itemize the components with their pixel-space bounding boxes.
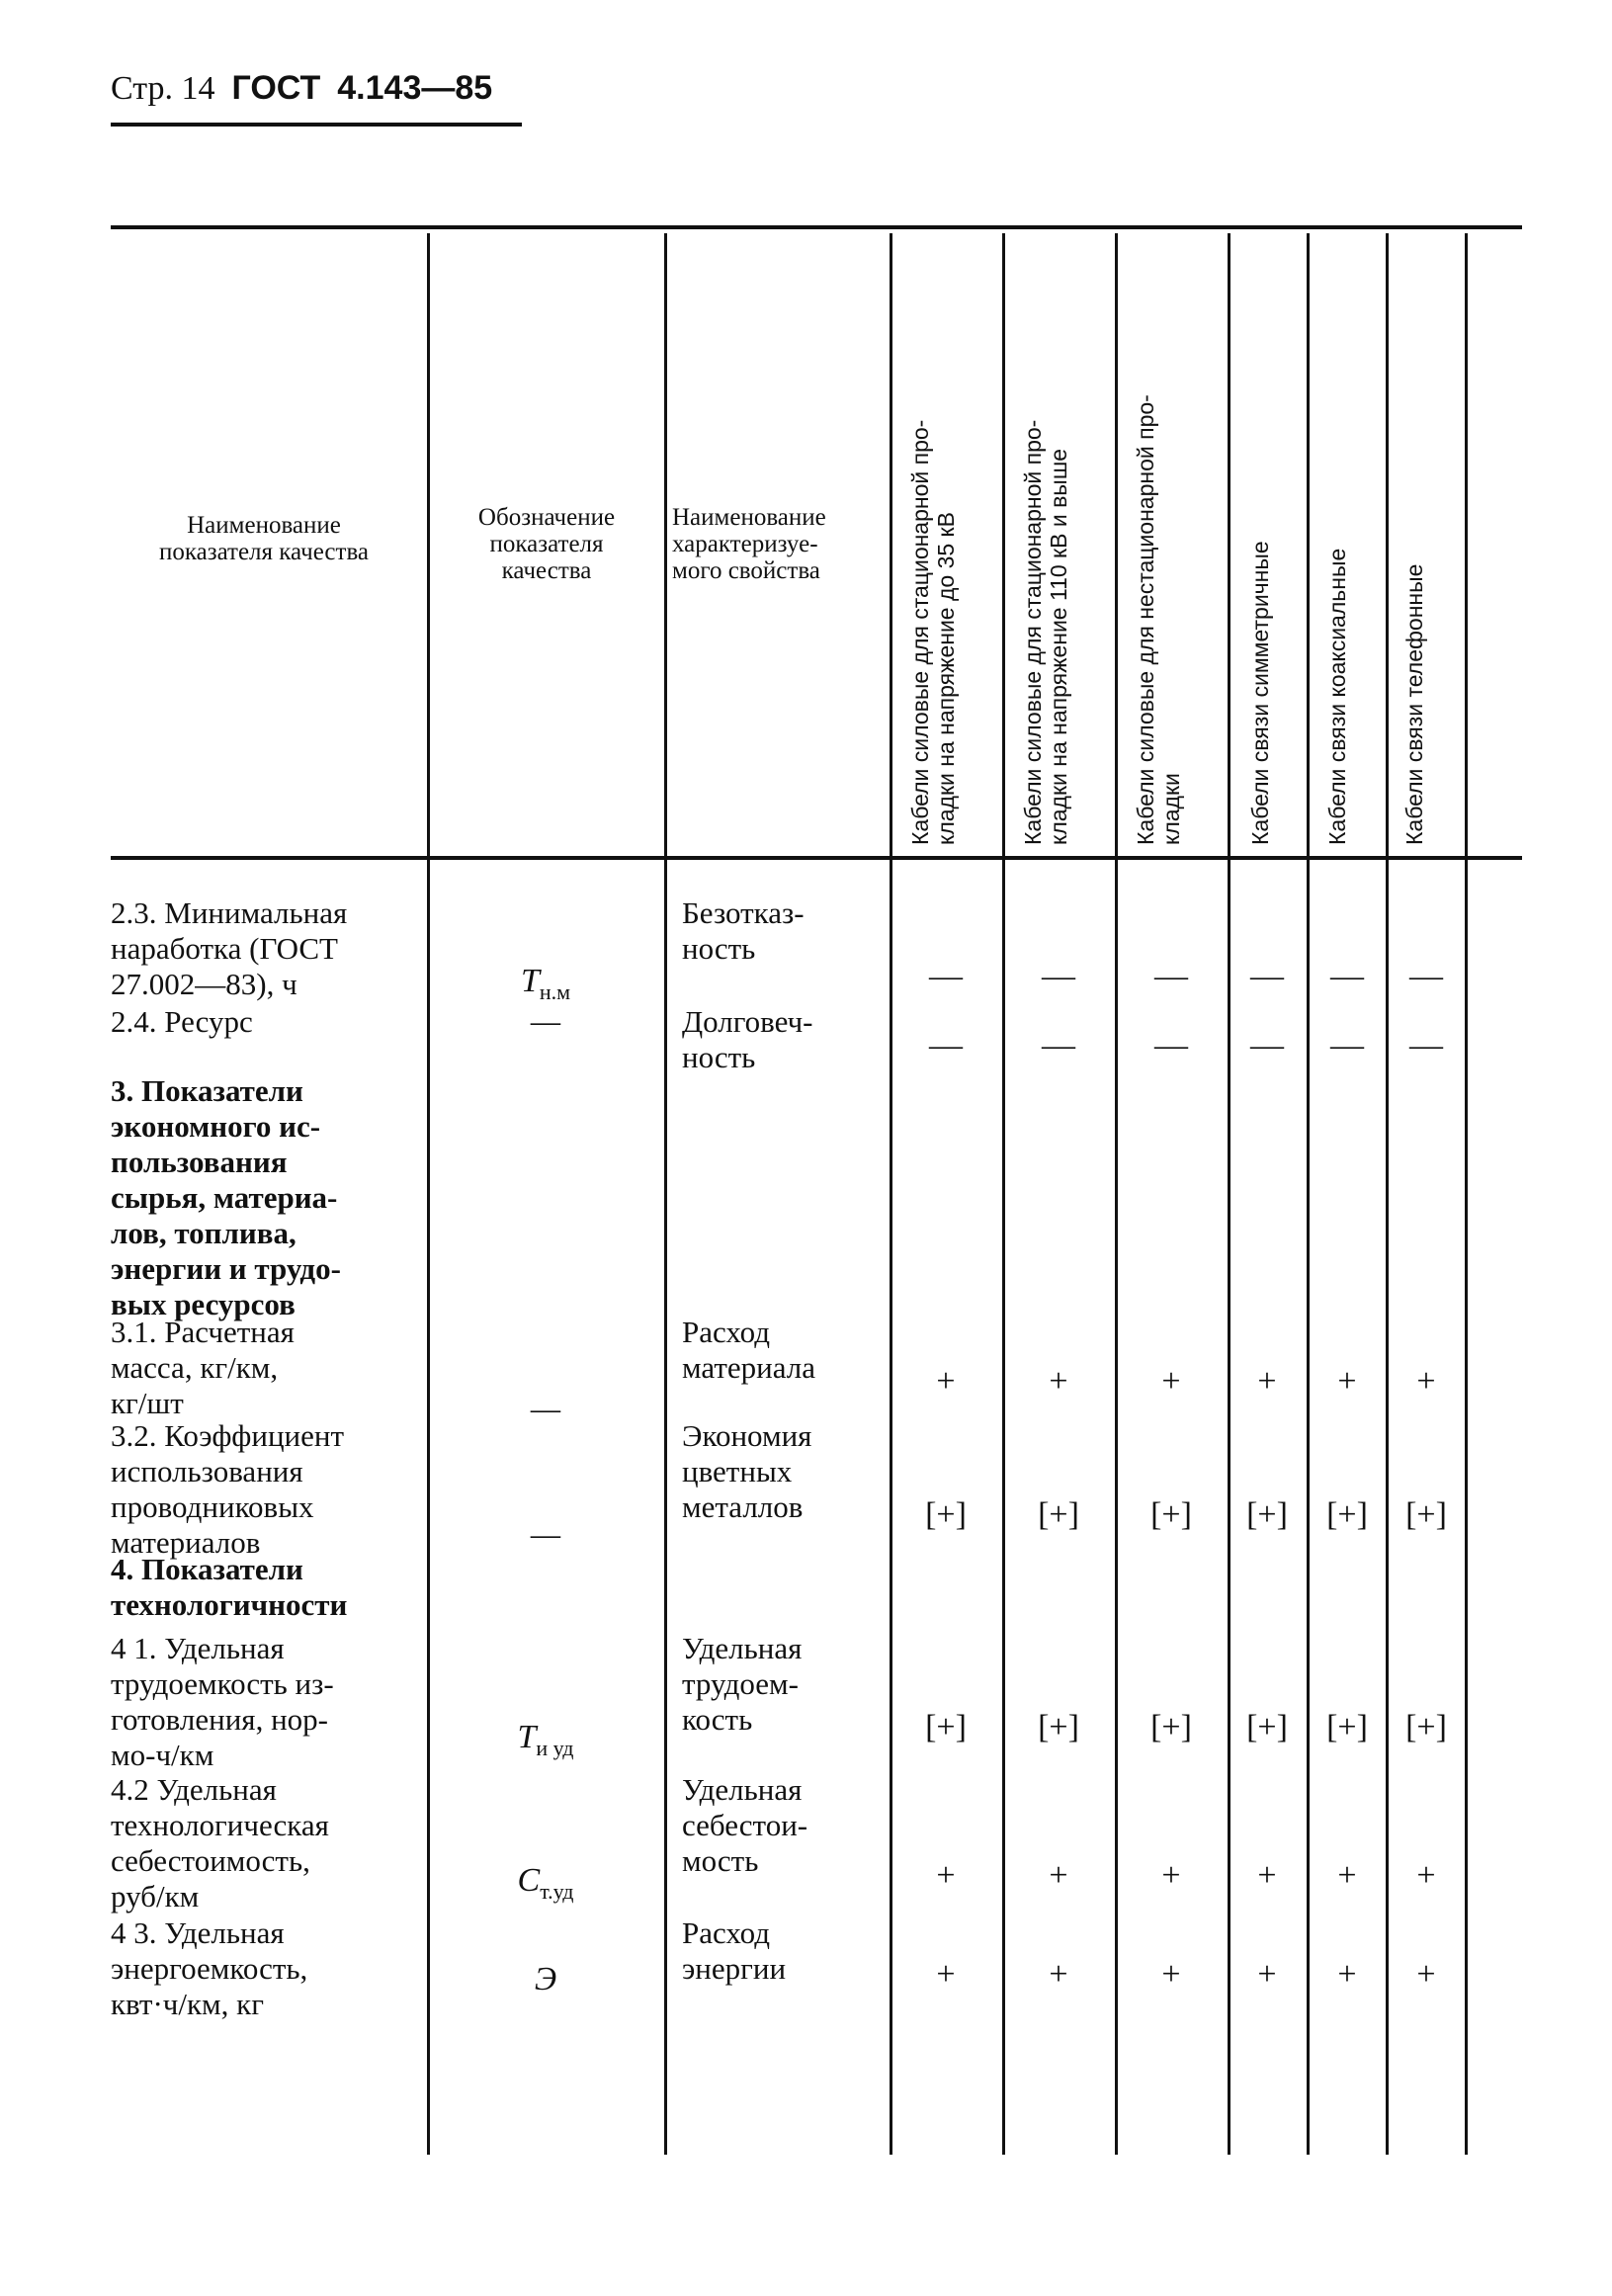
applicability-mark: [+] [1038, 1709, 1079, 1745]
row-designation [437, 1004, 654, 1051]
applicability-mark: [+] [1405, 1496, 1447, 1533]
page-number: Стр. 14 [111, 70, 215, 107]
applicability-mark: + [936, 1857, 956, 1894]
section-heading: 4. Показатели технологичности [111, 1552, 348, 1622]
row-property: Долговеч- ность [682, 1004, 813, 1074]
applicability-mark: [+] [1246, 1709, 1288, 1745]
applicability-mark: — [929, 1027, 963, 1063]
applicability-mark: + [1416, 1363, 1436, 1400]
section-heading: 3. Показатели экономного ис- пользования сырья, материа- лов, топлива, энергии и трудо- вых ресурсов [111, 1073, 341, 1321]
applicability-mark: + [1337, 1857, 1357, 1894]
applicability-mark: [+] [1038, 1496, 1079, 1533]
designation-symbol: T [520, 963, 540, 999]
row-designation [437, 1720, 654, 1766]
row-indicator-name: 3.2. Коэффициент использования проводниковых материалов [111, 1418, 345, 1560]
row-property: Удельная трудоем- кость [682, 1631, 803, 1737]
row-indicator-name: 4 1. Удельная трудоемкость из- готовления, нор- мо-ч/км [111, 1631, 334, 1772]
applicability-mark: + [1049, 1857, 1068, 1894]
applicability-mark: — [1154, 958, 1188, 994]
column-header-name: Наименование показателя качества [158, 512, 370, 565]
applicability-mark: + [1257, 1857, 1277, 1894]
row-indicator-name: 2.3. Минимальная наработка (ГОСТ 27.002—83), ч [111, 895, 348, 1001]
applicability-mark: — [1330, 958, 1364, 994]
column-header-cable-power-stationary-110kv: Кабели силовые для стационарной про- кладки на напряжение 110 кВ и выше [1020, 419, 1071, 845]
applicability-mark: [+] [925, 1496, 967, 1533]
column-header-cable-power-stationary-35kv: Кабели силовые для стационарной про- кладки на напряжение до 35 кВ [907, 419, 959, 845]
row-property: Экономия цветных металлов [682, 1418, 812, 1524]
designation-symbol: — [530, 1003, 561, 1040]
column-header-property: Наименование характеризуе- мого свойства [672, 504, 826, 584]
applicability-mark: — [929, 958, 963, 994]
row-designation [437, 1863, 654, 1910]
column-header-cable-comm-telephone: Кабели связи телефонные [1401, 563, 1427, 845]
column-header-designation: Обозначение показателя качества [477, 504, 616, 584]
designation-subscript: н.м [539, 978, 571, 1004]
applicability-mark: + [1337, 1956, 1357, 1993]
applicability-mark: + [1257, 1956, 1277, 1993]
applicability-mark: — [1330, 1027, 1364, 1063]
applicability-mark: — [1409, 1027, 1443, 1063]
column-divider [1115, 233, 1118, 2155]
applicability-mark: + [1416, 1857, 1436, 1894]
applicability-mark: [+] [1150, 1496, 1192, 1533]
column-divider [1002, 233, 1005, 2155]
table-top-rule [111, 225, 1522, 229]
designation-symbol: C [517, 1862, 541, 1899]
designation-subscript: т.уд [540, 1878, 574, 1904]
applicability-mark: [+] [1326, 1709, 1368, 1745]
applicability-mark: — [1042, 958, 1075, 994]
applicability-mark: — [1042, 1027, 1075, 1063]
row-indicator-name: 2.4. Ресурс [111, 1004, 253, 1039]
applicability-mark: + [936, 1363, 956, 1400]
applicability-mark: — [1154, 1027, 1188, 1063]
applicability-mark: [+] [1246, 1496, 1288, 1533]
row-indicator-name: 3.1. Расчетная масса, кг/км, кг/шт [111, 1315, 295, 1420]
standard-label: ГОСТ [231, 69, 321, 107]
table-header-rule [111, 856, 1522, 860]
applicability-mark: [+] [925, 1709, 967, 1745]
designation-symbol: — [530, 1516, 561, 1553]
column-header-cable-power-nonstationary: Кабели силовые для нестационарной про- кладки [1133, 394, 1184, 845]
applicability-mark: — [1250, 958, 1284, 994]
column-header-cable-comm-symmetric: Кабели связи симметричные [1247, 541, 1273, 845]
applicability-mark: [+] [1405, 1709, 1447, 1745]
header-rule [111, 123, 522, 127]
standard-number: 4.143—85 [337, 69, 493, 107]
row-property: Безотказ- ность [682, 895, 805, 966]
applicability-mark: + [1049, 1363, 1068, 1400]
designation-symbol: T [517, 1719, 537, 1755]
applicability-mark: + [1257, 1363, 1277, 1400]
row-designation [437, 1962, 654, 2008]
applicability-mark: + [1161, 1956, 1181, 1993]
row-indicator-name: 4 3. Удельная энергоемкость, квт·ч/км, кг [111, 1915, 308, 2021]
applicability-mark: + [1161, 1857, 1181, 1894]
applicability-mark: + [1416, 1956, 1436, 1993]
designation-symbol: — [530, 1391, 561, 1427]
row-property: Удельная себестои- мость [682, 1772, 808, 1878]
applicability-mark: + [1161, 1363, 1181, 1400]
applicability-mark: — [1250, 1027, 1284, 1063]
column-divider [664, 233, 667, 2155]
applicability-mark: [+] [1150, 1709, 1192, 1745]
applicability-mark: — [1409, 958, 1443, 994]
row-indicator-name: 4.2 Удельная технологическая себестоимость, руб/км [111, 1772, 329, 1913]
applicability-mark: + [1337, 1363, 1357, 1400]
row-designation [437, 1392, 654, 1438]
applicability-mark: [+] [1326, 1496, 1368, 1533]
row-property: Расход материала [682, 1315, 816, 1385]
column-header-cable-comm-coaxial: Кабели связи коаксиальные [1324, 548, 1350, 845]
column-divider [890, 233, 892, 2155]
row-property: Расход энергии [682, 1915, 787, 1986]
row-designation [437, 1517, 654, 1564]
applicability-mark: + [936, 1956, 956, 1993]
column-divider [427, 233, 430, 2155]
applicability-mark: + [1049, 1956, 1068, 1993]
designation-subscript: и уд [536, 1735, 574, 1760]
page-header [111, 69, 492, 108]
designation-symbol: Э [534, 1961, 557, 1998]
